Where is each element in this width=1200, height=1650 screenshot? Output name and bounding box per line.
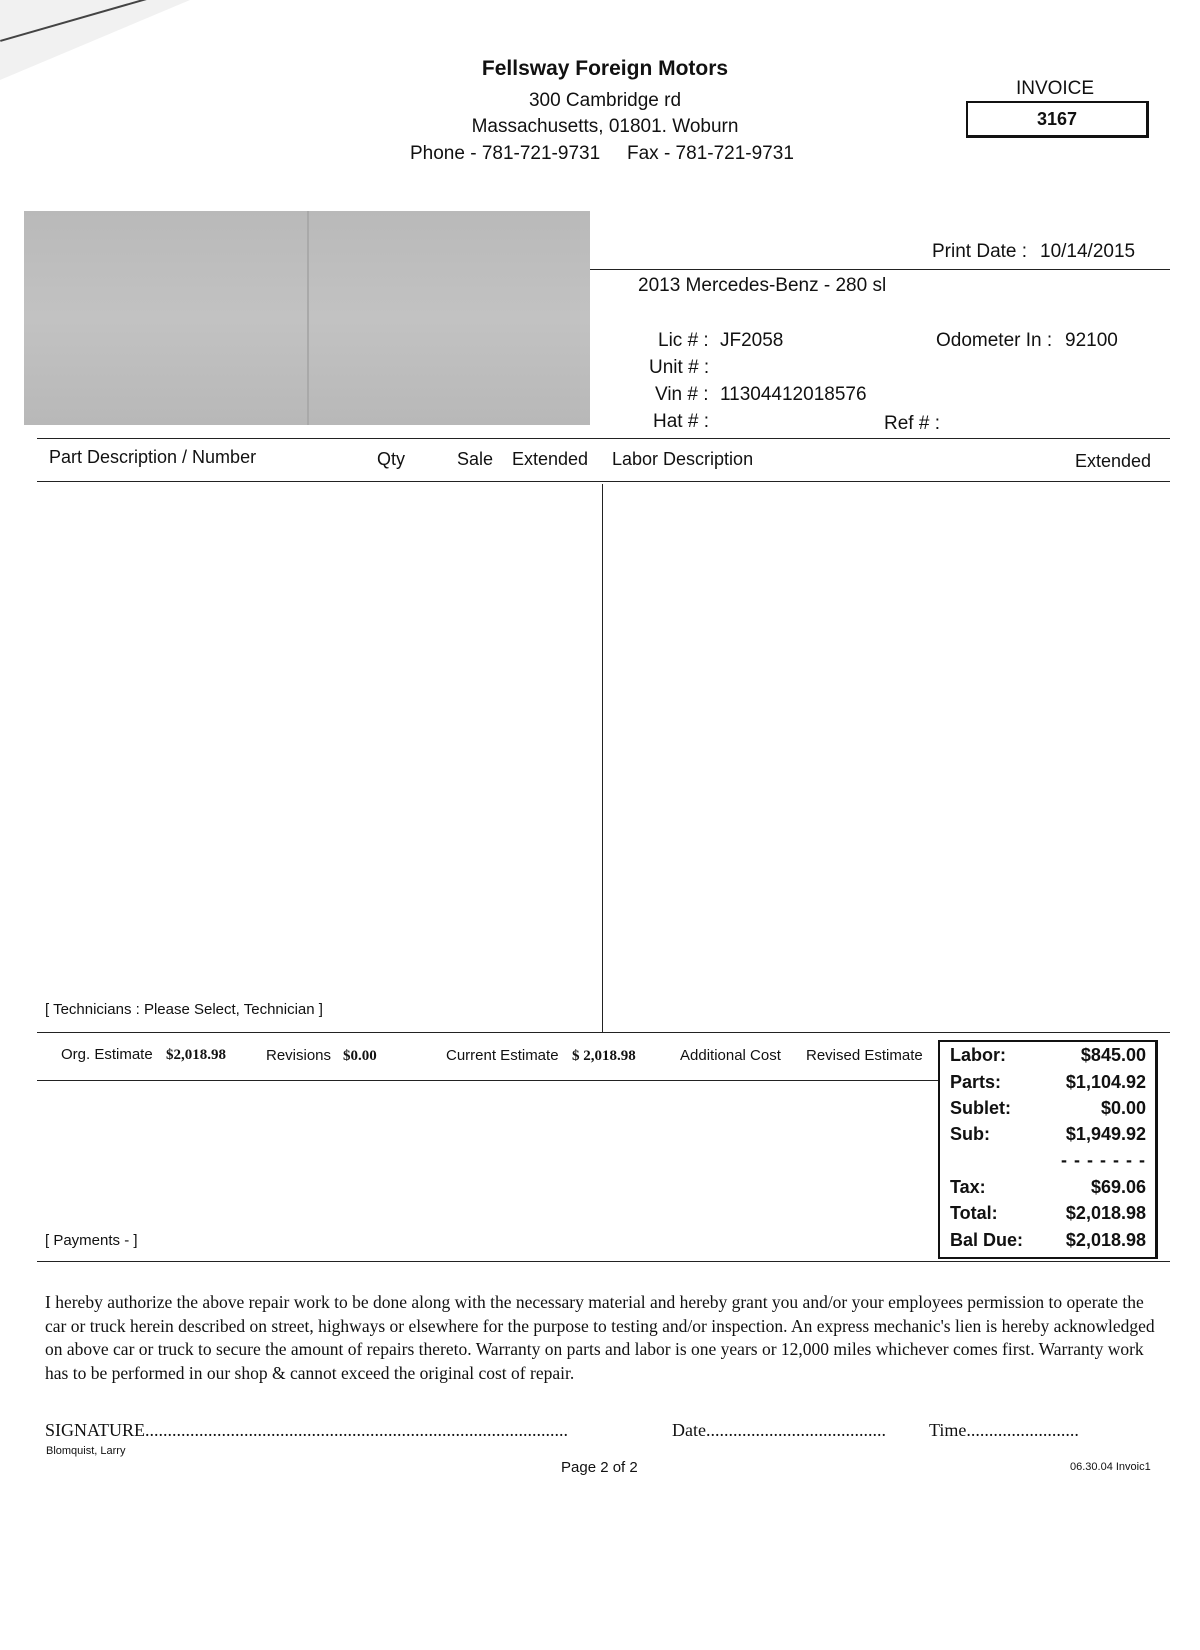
grand-total-label: Total: [950,1203,998,1223]
sub-total-value: $1,949.92 [1065,1124,1146,1144]
print-date-value: 10/14/2015 [1040,241,1136,262]
revised-estimate-label: Revised Estimate [806,1047,923,1064]
lic-value: JF2058 [720,330,784,351]
col-part-description: Part Description / Number [49,447,257,467]
org-estimate-value: $2,018.98 [166,1047,226,1063]
signature-line: SIGNATURE.............................................................................................. [45,1420,569,1440]
advisor-name: Blomquist, Larry [46,1445,126,1457]
labor-total-label: Labor: [950,1045,1006,1065]
technicians-note: [ Technicians : Please Select, Technician ] [45,1001,323,1018]
time-line: Time......................... [929,1420,1079,1440]
sublet-total-label: Sublet: [950,1098,1011,1118]
labor-total-value: $845.00 [1080,1045,1146,1065]
unit-label: Unit # : [649,357,710,378]
parts-labor-divider [602,484,603,1032]
totals-separator: - - - - - - - [1061,1150,1146,1170]
parts-total-label: Parts: [950,1072,1002,1092]
totals-bottom-rule [37,1261,1170,1262]
col-qty: Qty [377,449,406,469]
col-labor-description: Labor Description [612,449,754,469]
sub-total-label: Sub: [950,1124,990,1144]
current-estimate-label: Current Estimate [446,1047,559,1064]
redaction-seam [307,211,309,425]
revisions-value: $0.00 [343,1048,377,1064]
vehicle-description: 2013 Mercedes-Benz - 280 sl [638,275,887,296]
odometer-value: 92100 [1065,330,1118,351]
parts-total-value: $1,104.92 [1065,1072,1146,1092]
totals-box [938,1040,1158,1259]
tax-total-label: Tax: [950,1177,986,1197]
vehicle-header-rule [590,269,1170,270]
print-date-label: Print Date : [932,241,1028,262]
additional-cost-label: Additional Cost [680,1047,781,1064]
page-number: Page 2 of 2 [561,1459,638,1476]
revisions-label: Revisions [266,1047,332,1064]
current-estimate-value: $ 2,018.98 [572,1048,636,1064]
col-labor-extended: Extended [1075,451,1152,471]
payments-note: [ Payments - ] [45,1232,138,1249]
company-phone: Phone - 781-721-9731 [410,143,601,164]
company-fax: Fax - 781-721-9731 [627,143,794,164]
odometer-label: Odometer In : [936,330,1053,351]
invoice-label: INVOICE [1015,78,1095,99]
invoice-number: 3167 [966,101,1149,138]
column-header-bottom-rule [37,481,1170,482]
company-city-line: Massachusetts, 01801. Woburn [471,116,739,137]
company-address: 300 Cambridge rd [528,90,682,111]
body-bottom-rule [37,1032,1170,1033]
bal-due-label: Bal Due: [950,1230,1024,1250]
ref-label: Ref # : [884,413,940,434]
column-header-top-rule [37,438,1170,439]
vin-value: 11304412018576 [720,384,867,405]
grand-total-value: $2,018.98 [1065,1203,1146,1223]
estimates-bottom-rule [37,1080,939,1081]
authorization-text: I hereby authorize the above repair work to be done along with the necessary material and hereby grant you and/or your employees permission to operate the car or truck herein described on street, highways or elsewhere for the purpose to testing and/or inspection. An express mechanic's lien is hereby acknowledged on above car or truck to secure the amount of repairs thereto. Warranty on parts and labor is one years or 12,000 miles whichever comes first. Warranty work has to be performed in our shop & cannot exceed the original cost of repair. [45,1292,1155,1383]
sublet-total-value: $0.00 [1100,1098,1146,1118]
date-line: Date........................................ [672,1420,886,1440]
col-sale: Sale [457,449,494,469]
company-name: Fellsway Foreign Motors [481,57,729,80]
bal-due-value: $2,018.98 [1065,1230,1146,1250]
tax-total-value: $69.06 [1090,1177,1146,1197]
form-code: 06.30.04 Invoic1 [1070,1461,1151,1473]
org-estimate-label: Org. Estimate [61,1046,153,1063]
lic-label: Lic # : [658,330,709,351]
vin-label: Vin # : [655,384,709,405]
hat-label: Hat # : [653,411,709,432]
col-extended: Extended [512,449,589,469]
